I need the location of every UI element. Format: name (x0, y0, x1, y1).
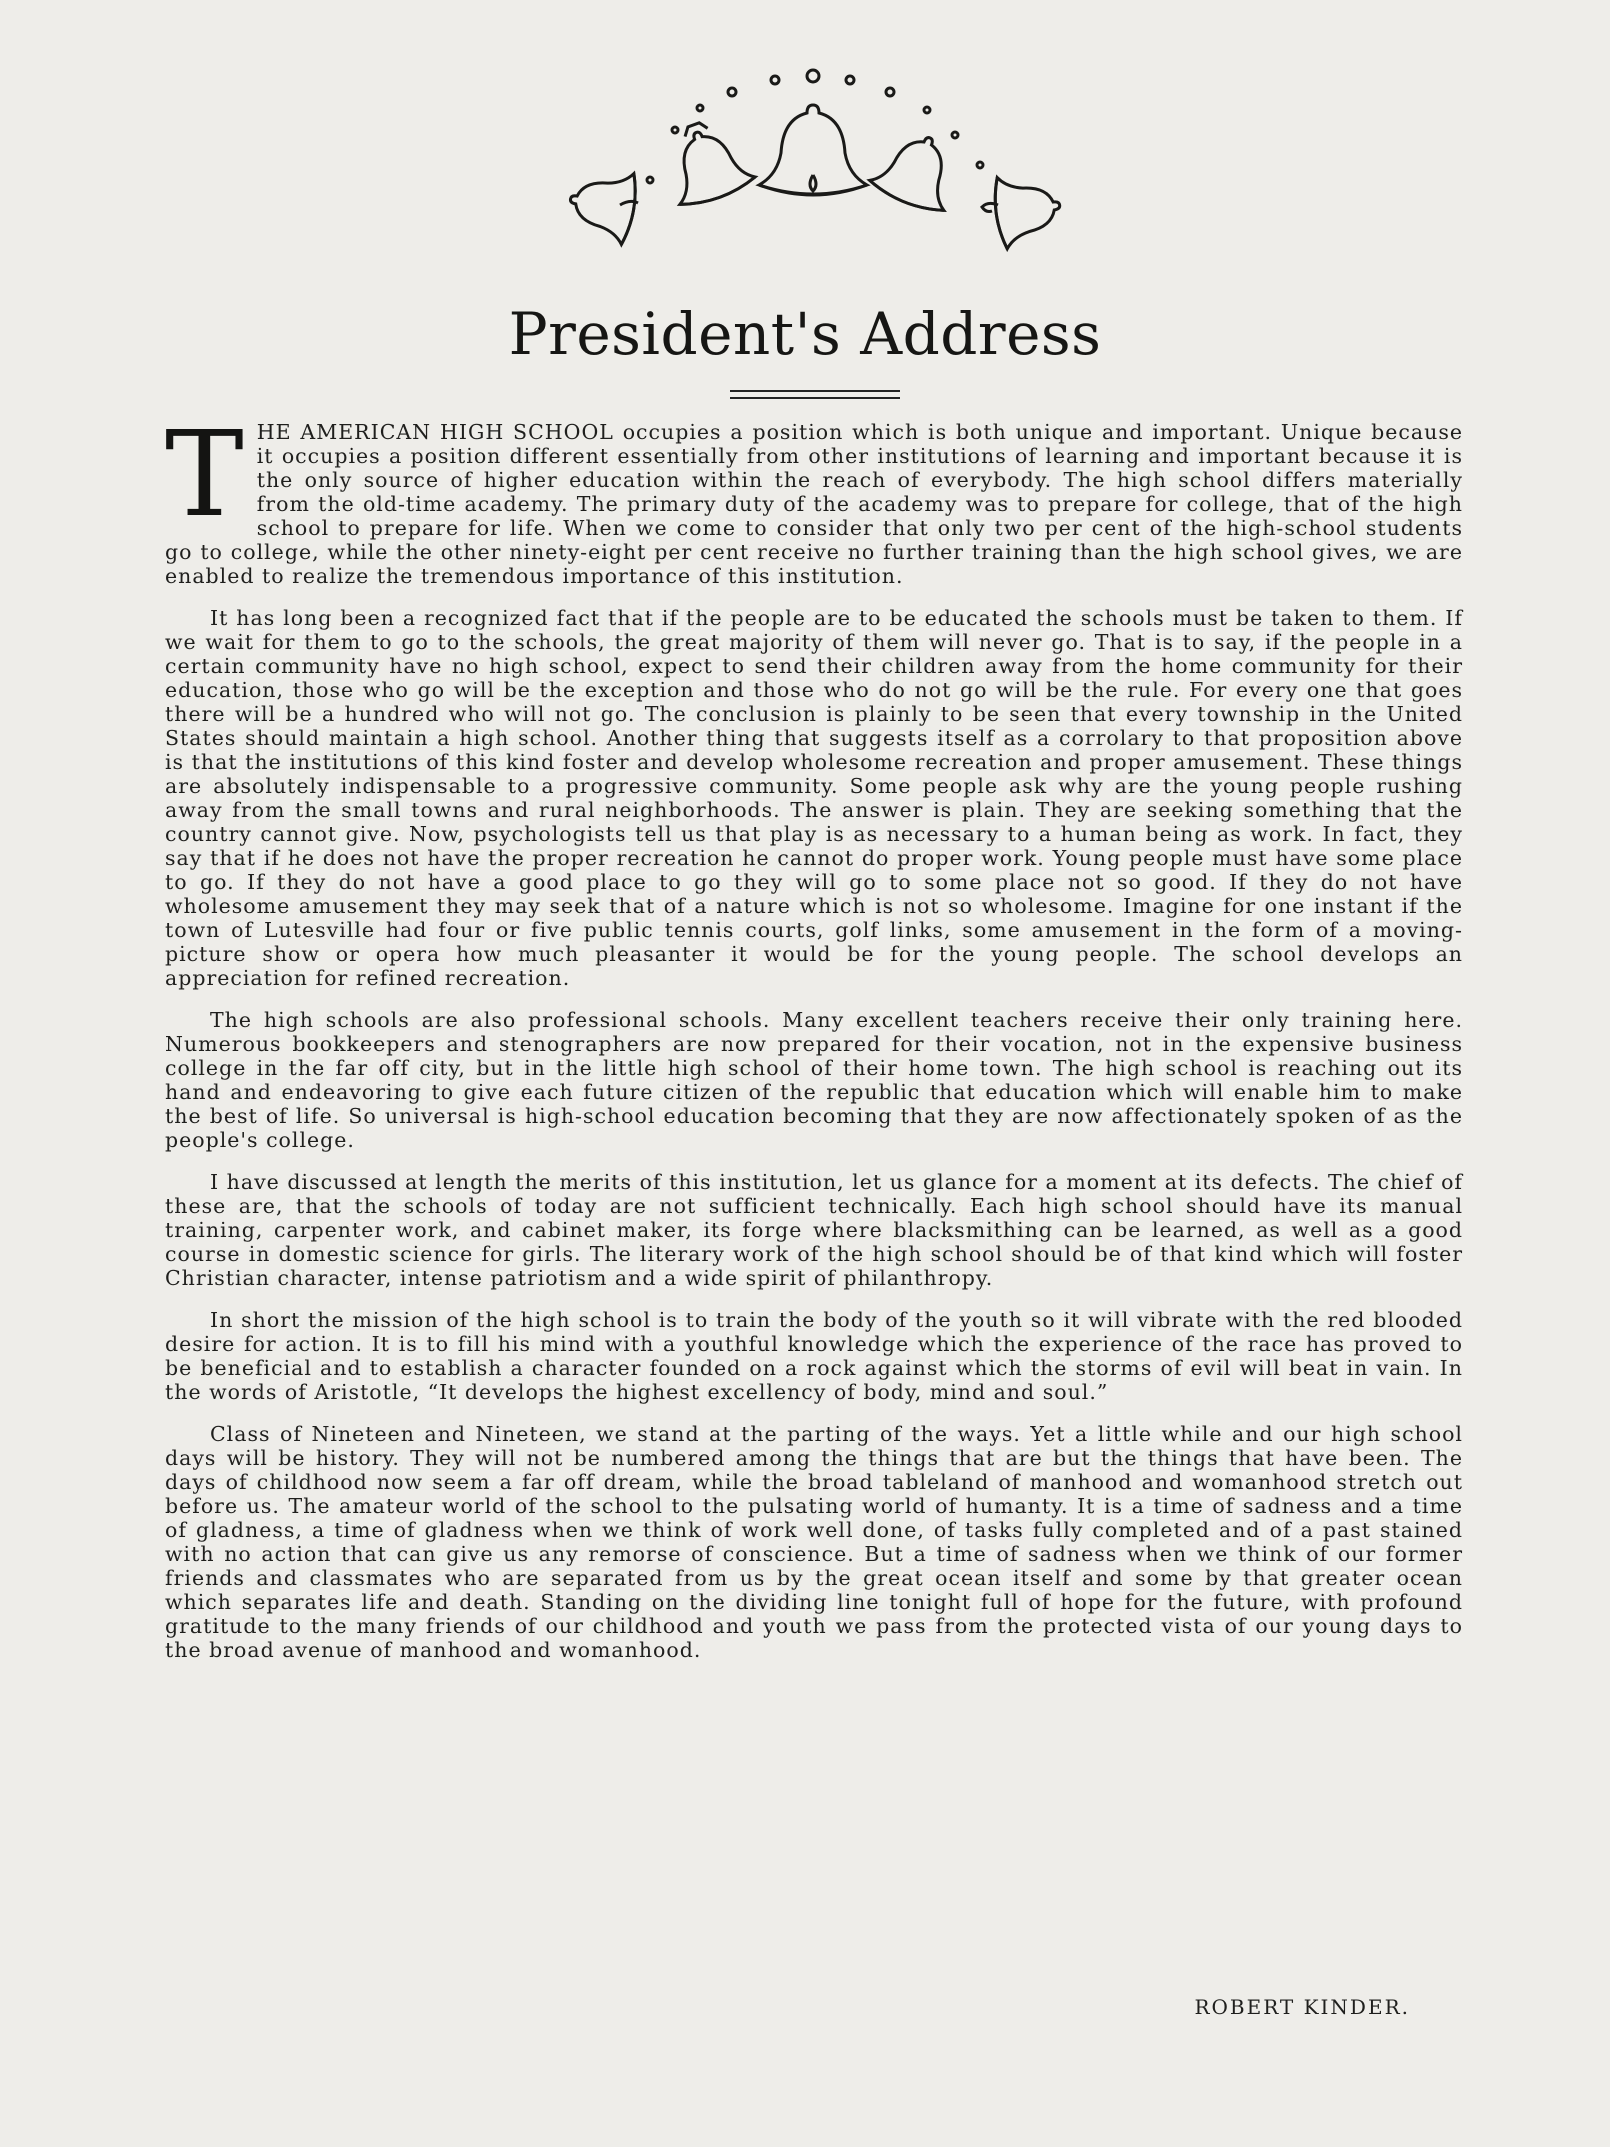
paragraph-2: It has long been a recognized fact that if the people are to be educated the schools must be taken to them. If we wait for them to go to the schools, the great majority of them will never go. That is to say, if the people in a certain community have no high school, expect to send their children away from the home community for their education, those who go will be the exception and those who do not go will be the rule. For every one that goes there will be a hundred who will not go. The conclusion is plainly to be seen that every township in the United States should maintain a high school. Another thing that suggests itself as a corrolary to that proposition above is that the institutions of this kind foster and develop wholesome recreation and proper amusement. These things are absolutely indispensable to a progressive community. Some people ask why are the young people rushing away from the small towns and rural neighborhoods. The answer is plain. They are seeking something that the country cannot give. Now, psychologists tell us that play is as necessary to a human being as work. In fact, they say that if he does not have the proper recreation he cannot do proper work. Young people must have some place to go. If they do not have a good place to go they will go to some place not so good. If they do not have wholesome amusement they may seek that of a nature which is not so wholesome. Imagine for one instant if the town of Lutesville had four or five public tennis courts, golf links, some amusement in the form of a moving-picture show or opera how much pleasanter it would be for the young people. The school develops an appreciation for refined recreation. (165, 606, 1463, 990)
paragraph-1-text: occupies a position which is both unique and important. Unique because it occupies a position different essentially from other institutions of learning and important because it is the only source of higher education within the reach of everybody. The high school differs materially from the old-time academy. The primary duty of the academy was to prepare for college, that of the high school to prepare for life. When we come to consider that only two per cent of the high-school students go to college, while the other ninety-eight per cent receive no further training than the high school gives, we are enabled to realize the tremendous importance of this institution. (165, 420, 1463, 588)
paragraph-5: In short the mission of the high school is to train the body of the youth so it will vibrate with the red blooded desire for action. It is to fill his mind with a youthful knowledge which the experience of the race has proved to be beneficial and to establish a character founded on a rock against which the storms of evil will beat in vain. In the words of Aristotle, “It develops the highest excellency of body, mind and soul.” (165, 1308, 1463, 1404)
author-signature: ROBERT KINDER. (1194, 1995, 1410, 2019)
title-divider-top (730, 390, 900, 392)
paragraph-1 (165, 405, 1463, 588)
paragraph-4: I have discussed at length the merits of this institution, let us glance for a moment at its defects. The chief of these are, that the schools of today are not sufficient technically. Each high school should have its manual training, carpenter work, and cabinet maker, its forge where blacksmithing can be learned, as well as a good course in domestic science for girls. The literary work of the high school should be of that kind which will foster Christian character, intense patriotism and a wide spirit of philanthropy. (165, 1170, 1463, 1290)
paragraph-3: The high schools are also professional schools. Many excellent teachers receive their only training here. Numerous bookkeepers and stenographers are now prepared for their vocation, not in the expensive business college in the far off city, but in the little high school of their home town. The high school is reaching out its hand and endeavoring to give each future citizen of the republic that education which will enable him to make the best of life. So universal is high-school education becoming that they are now affectionately spoken of as the people's college. (165, 1008, 1463, 1152)
title-divider-bottom (730, 397, 900, 399)
paragraph-6: Class of Nineteen and Nineteen, we stand at the parting of the ways. Yet a little while and our high school days will be history. They will not be numbered among the things that are but the things that have been. The days of childhood now seem a far off dream, while the broad tableland of manhood and womanhood stretch out before us. The amateur world of the school to the pulsating world of humanty. It is a time of sadness and a time of gladness, a time of gladness when we think of work well done, of tasks fully completed and of a past stained with no action that can give us any remorse of conscience. But a time of sadness when we think of our former friends and classmates who are separated from us by the great ocean itself and some by that greater ocean which separates life and death. Standing on the dividing line tonight full of hope for the future, with profound gratitude to the many friends of our childhood and youth we pass from the protected vista of our young days to the broad avenue of manhood and womanhood. (165, 1422, 1463, 1662)
page-title: President's Address (508, 300, 1102, 368)
paragraph-1-lead: HE AMERICAN HIGH SCHOOL (256, 420, 614, 444)
bells-ornament-icon (560, 60, 1070, 260)
article-body (165, 405, 1463, 1680)
drop-cap: T (165, 405, 245, 543)
